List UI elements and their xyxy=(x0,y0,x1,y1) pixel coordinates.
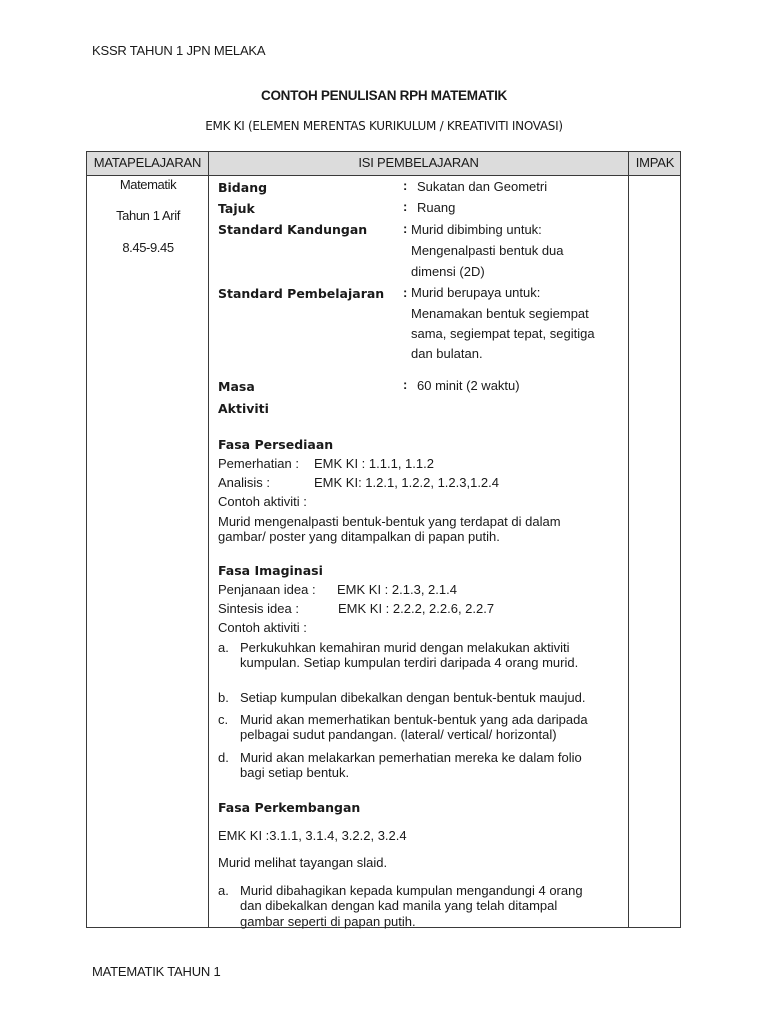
column-divider xyxy=(208,152,209,927)
persediaan-emk: EMK KI: 1.2.1, 1.2.2, 1.2.3,1.2.4 xyxy=(314,475,500,490)
persediaan-line: Pemerhatian : xyxy=(218,456,299,471)
field-label-standard-pembelajaran: Standard Pembelajaran xyxy=(218,286,385,301)
field-label-standard-kandungan: Standard Kandungan xyxy=(218,222,368,237)
list-item-label: a. xyxy=(218,640,229,655)
field-colon: : xyxy=(403,377,408,392)
list-item-text: gambar seperti di papan putih. xyxy=(240,914,416,929)
column-divider xyxy=(628,152,629,927)
persediaan-line: Analisis : xyxy=(218,475,271,490)
list-item-label: a. xyxy=(218,883,229,898)
header-isi-pembelajaran: ISI PEMBELAJARAN xyxy=(358,155,479,170)
lesson-plan-table xyxy=(86,151,681,928)
field-label-tajuk: Tajuk xyxy=(218,201,255,216)
imaginasi-contoh: Contoh aktiviti : xyxy=(218,620,307,635)
subject-name: Matematik xyxy=(119,177,177,192)
persediaan-contoh: Contoh aktiviti : xyxy=(218,494,307,509)
document-subtitle: EMK KI (ELEMEN MERENTAS KURIKULUM / KREATIVITI INOVASI) xyxy=(205,119,563,133)
field-colon: : xyxy=(403,285,408,300)
imaginasi-line: Penjanaan idea : xyxy=(218,582,316,597)
perkembangan-line: Murid melihat tayangan slaid. xyxy=(218,855,388,870)
field-value-tajuk: Ruang xyxy=(417,200,456,215)
list-item-text: kumpulan. Setiap kumpulan terdiri daripada 4 orang murid. xyxy=(240,655,579,670)
section-title-persediaan: Fasa Persediaan xyxy=(218,437,334,452)
list-item-label: d. xyxy=(218,750,229,765)
persediaan-desc: Murid mengenalpasti bentuk-bentuk yang terdapat di dalam xyxy=(218,514,561,529)
header-impak: IMPAK xyxy=(635,155,675,170)
page-footer: MATEMATIK TAHUN 1 xyxy=(92,964,221,979)
field-value-sk-line: Murid dibimbing untuk: xyxy=(411,222,542,237)
field-colon: : xyxy=(403,199,408,214)
field-colon: : xyxy=(403,221,408,236)
section-title-imaginasi: Fasa Imaginasi xyxy=(218,563,323,578)
imaginasi-line: Sintesis idea : xyxy=(218,601,299,616)
field-value-sp-line: Murid berupaya untuk: xyxy=(411,285,541,300)
list-item-text: pelbagai sudut pandangan. (lateral/ vertical/ horizontal) xyxy=(240,727,557,742)
field-value-sp-line: Menamakan bentuk segiempat xyxy=(411,306,589,321)
list-item-text: Setiap kumpulan dibekalkan dengan bentuk-bentuk maujud. xyxy=(240,690,586,705)
persediaan-desc: gambar/ poster yang ditampalkan di papan putih. xyxy=(218,529,500,544)
section-title-perkembangan: Fasa Perkembangan xyxy=(218,800,361,815)
field-colon: : xyxy=(403,178,408,193)
page-header: KSSR TAHUN 1 JPN MELAKA xyxy=(92,43,266,58)
header-matapelajaran: MATAPELAJARAN xyxy=(93,155,202,170)
field-label-aktiviti: Aktiviti xyxy=(218,401,269,416)
class-name: Tahun 1 Arif xyxy=(116,208,180,223)
list-item-text: Murid dibahagikan kepada kumpulan mengandungi 4 orang xyxy=(240,883,583,898)
field-label-bidang: Bidang xyxy=(218,180,268,195)
list-item-label: c. xyxy=(218,712,229,727)
imaginasi-emk: EMK KI : 2.1.3, 2.1.4 xyxy=(337,582,457,597)
field-value-sk-line: dimensi (2D) xyxy=(411,264,485,279)
list-item-text: bagi setiap bentuk. xyxy=(240,765,350,780)
lesson-time: 8.45-9.45 xyxy=(122,240,174,255)
perkembangan-emk: EMK KI :3.1.1, 3.1.4, 3.2.2, 3.2.4 xyxy=(218,828,407,843)
list-item-text: Murid akan memerhatikan bentuk-bentuk yang ada daripada xyxy=(240,712,588,727)
list-item-text: dan dibekalkan dengan kad manila yang telah ditampal xyxy=(240,898,558,913)
field-value-sp-line: dan bulatan. xyxy=(411,346,483,361)
field-value-sp-line: sama, segiempat tepat, segitiga xyxy=(411,326,595,341)
field-value-sk-line: Mengenalpasti bentuk dua xyxy=(411,243,564,258)
persediaan-emk: EMK KI : 1.1.1, 1.1.2 xyxy=(314,456,434,471)
field-value-bidang: Sukatan dan Geometri xyxy=(417,179,548,194)
document-title: CONTOH PENULISAN RPH MATEMATIK xyxy=(261,88,507,103)
list-item-text: Perkukuhkan kemahiran murid dengan melakukan aktiviti xyxy=(240,640,570,655)
field-label-masa: Masa xyxy=(218,379,255,394)
imaginasi-emk: EMK KI : 2.2.2, 2.2.6, 2.2.7 xyxy=(338,601,495,616)
list-item-label: b. xyxy=(218,690,229,705)
list-item-text: Murid akan melakarkan pemerhatian mereka ke dalam folio xyxy=(240,750,582,765)
field-value-masa: 60 minit (2 waktu) xyxy=(417,378,520,393)
